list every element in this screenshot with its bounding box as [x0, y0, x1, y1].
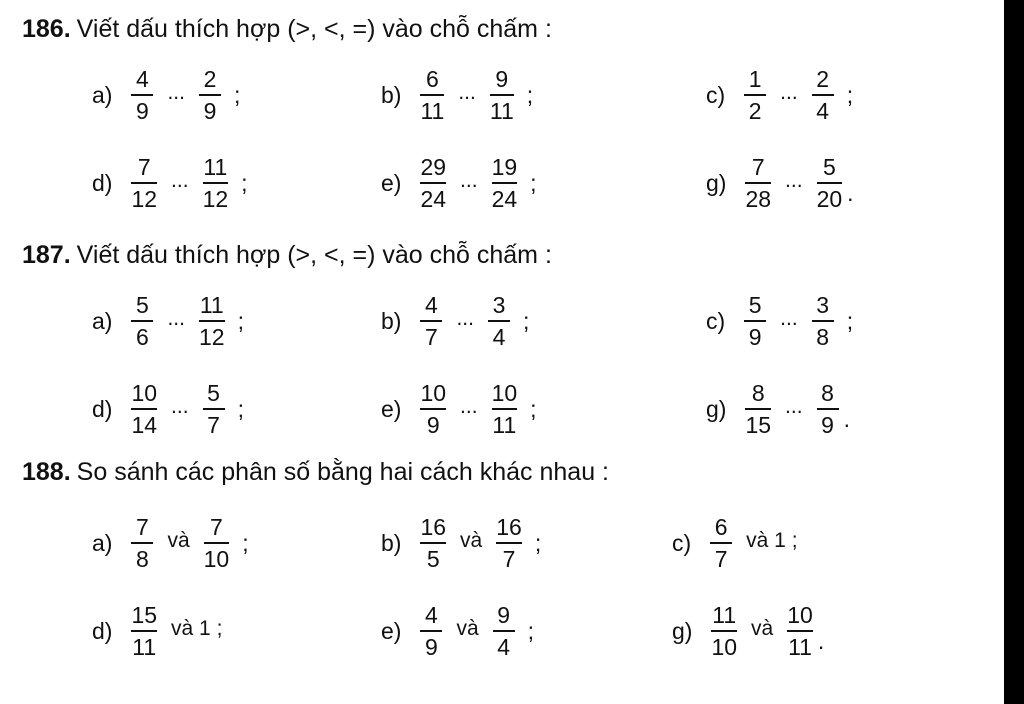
exercise-188-heading [22, 457, 609, 487]
item-terminator: ; [522, 307, 530, 334]
denominator: 7 [207, 412, 220, 438]
connector-text: và [167, 529, 190, 552]
denominator: 5 [426, 546, 440, 572]
numerator: 10 [131, 380, 158, 406]
exercise-188-item-b [381, 510, 541, 576]
exercise-instruction: So sánh các phân số bằng hai cách khác nhau : [76, 458, 609, 486]
numerator: 7 [210, 514, 223, 540]
exercise-188-item-a [92, 510, 249, 576]
fraction-bar [203, 408, 225, 410]
fraction-right [489, 154, 521, 212]
exercise-186-heading [22, 14, 552, 44]
fraction-left [417, 154, 449, 212]
fraction-bar [199, 320, 225, 322]
fraction-bar [420, 182, 446, 184]
denominator: 9 [425, 634, 438, 660]
numerator: 3 [816, 292, 830, 318]
denominator: 12 [202, 186, 229, 212]
comparison-blank: ... [171, 169, 189, 192]
fraction-right [493, 514, 525, 572]
fraction-right [196, 66, 224, 124]
fraction-bar [812, 94, 834, 96]
numerator: 2 [816, 66, 830, 92]
item-terminator: . [843, 405, 850, 432]
comparison-blank: ... [458, 81, 476, 104]
denominator: 8 [816, 324, 830, 350]
right-border [1004, 0, 1024, 704]
item-label: e) [381, 395, 402, 422]
item-label: a) [92, 307, 113, 334]
numerator: 29 [420, 154, 447, 180]
fraction-left [742, 154, 774, 212]
comparison-blank: ... [167, 307, 185, 330]
fraction-left [128, 514, 156, 572]
item-terminator: ; [846, 81, 854, 108]
fraction-left [417, 292, 445, 350]
numerator: 2 [203, 66, 217, 92]
denominator: 24 [420, 186, 447, 212]
item-label: g) [706, 395, 727, 422]
item-label: a) [92, 81, 113, 108]
fraction-right [200, 380, 228, 438]
fraction-right [489, 380, 521, 438]
numerator: 16 [496, 514, 522, 540]
denominator: 8 [136, 546, 149, 572]
denominator: 4 [492, 324, 506, 350]
denominator: 24 [491, 186, 518, 212]
numerator: 8 [751, 380, 765, 406]
numerator: 11 [203, 154, 228, 180]
numerator: 19 [491, 154, 518, 180]
exercise-187-item-c [706, 288, 853, 354]
comparison-blank: ... [785, 395, 803, 418]
denominator: 15 [745, 412, 772, 438]
fraction-left [742, 380, 774, 438]
fraction-bar [204, 542, 230, 544]
fraction-left [417, 66, 447, 124]
denominator: 10 [203, 546, 230, 572]
exercise-instruction: Viết dấu thích hợp (>, <, =) vào chỗ chấm : [76, 15, 552, 43]
item-terminator: . [847, 179, 854, 206]
fraction-bar [199, 94, 221, 96]
numerator: 5 [748, 292, 762, 318]
exercise-187-item-b [381, 288, 529, 354]
fraction-right [490, 602, 518, 660]
exercise-187-item-e [381, 376, 537, 442]
denominator: 11 [420, 98, 445, 124]
connector-text: và 1 ; [171, 617, 223, 640]
numerator: 7 [136, 514, 149, 540]
item-label: a) [92, 529, 113, 556]
comparison-blank: ... [460, 395, 478, 418]
denominator: 10 [711, 634, 738, 660]
fraction-bar [787, 630, 813, 632]
exercise-186-row-2 [0, 150, 1004, 216]
item-terminator: ; [530, 395, 537, 422]
fraction-bar [420, 630, 442, 632]
fraction-right [784, 602, 816, 660]
fraction-right [487, 66, 517, 124]
item-terminator: ; [242, 529, 249, 556]
fraction-left [128, 66, 156, 124]
item-label: b) [381, 81, 402, 108]
fraction-bar [420, 408, 446, 410]
fraction-right [814, 154, 846, 212]
exercise-186-item-d [92, 150, 248, 216]
exercise-186-row-1 [0, 62, 1004, 128]
numerator: 4 [425, 292, 438, 318]
numerator: 6 [426, 66, 439, 92]
fraction-bar [131, 94, 153, 96]
connector-text: và [751, 617, 774, 640]
comparison-blank: ... [785, 169, 803, 192]
denominator: 12 [131, 186, 158, 212]
exercise-187-heading [22, 240, 552, 270]
exercise-186-item-e [381, 150, 537, 216]
denominator: 14 [131, 412, 158, 438]
denominator: 9 [821, 412, 834, 438]
fraction-right [814, 380, 842, 438]
fraction-bar [496, 542, 522, 544]
fraction-right [200, 154, 232, 212]
fraction-bar [817, 182, 843, 184]
exercise-187-item-a [92, 288, 244, 354]
fraction-left [128, 292, 156, 350]
exercise-instruction: Viết dấu thích hợp (>, <, =) vào chỗ chấm : [76, 241, 552, 269]
numerator: 4 [136, 66, 149, 92]
item-label: g) [706, 169, 727, 196]
exercise-188-row-2 [0, 598, 1004, 664]
denominator: 11 [492, 412, 517, 438]
exercise-188-item-g [672, 598, 824, 664]
numerator: 3 [492, 292, 506, 318]
fraction-right [485, 292, 513, 350]
fraction-bar [711, 630, 737, 632]
connector-text: và [460, 529, 483, 552]
numerator: 10 [787, 602, 813, 628]
item-label: d) [92, 617, 113, 644]
item-label: e) [381, 617, 402, 644]
item-terminator: ; [530, 169, 537, 196]
item-terminator: ; [527, 617, 535, 644]
fraction-bar [744, 320, 766, 322]
exercise-187-row-2 [0, 376, 1004, 442]
fraction-right [809, 66, 837, 124]
denominator: 12 [198, 324, 225, 350]
numerator: 9 [497, 602, 511, 628]
fraction-bar [131, 630, 157, 632]
fraction-left [417, 602, 445, 660]
numerator: 11 [199, 292, 224, 318]
fraction-bar [131, 182, 157, 184]
item-label: d) [92, 395, 113, 422]
fraction-bar [745, 182, 771, 184]
fraction-left [741, 292, 769, 350]
fraction-left [128, 602, 160, 660]
denominator: 28 [745, 186, 772, 212]
item-terminator: ; [237, 307, 244, 334]
fraction-left [708, 602, 740, 660]
exercise-188-item-c [672, 510, 809, 576]
fraction-left [128, 380, 160, 438]
fraction-bar [203, 182, 229, 184]
fraction-bar [420, 320, 442, 322]
fraction-bar [492, 408, 518, 410]
connector-text: và 1 ; [746, 529, 798, 552]
exercise-188-row-1 [0, 510, 1004, 576]
item-label: c) [672, 529, 692, 556]
denominator: 9 [136, 98, 149, 124]
exercise-number: 186. [22, 15, 71, 43]
fraction-bar [812, 320, 834, 322]
numerator: 5 [136, 292, 149, 318]
numerator: 5 [207, 380, 220, 406]
numerator: 7 [751, 154, 765, 180]
exercise-187-row-1 [0, 288, 1004, 354]
numerator: 7 [137, 154, 151, 180]
exercise-187-item-d [92, 376, 244, 442]
item-terminator: ; [233, 81, 241, 108]
fraction-bar [817, 408, 839, 410]
fraction-bar [492, 182, 518, 184]
comparison-blank: ... [171, 395, 189, 418]
comparison-blank: ... [456, 307, 474, 330]
item-label: e) [381, 169, 402, 196]
item-terminator: ; [526, 81, 534, 108]
fraction-bar [131, 320, 153, 322]
denominator: 4 [816, 98, 830, 124]
denominator: 7 [714, 546, 728, 572]
item-label: c) [706, 81, 726, 108]
fraction-bar [420, 94, 444, 96]
fraction-bar [131, 408, 157, 410]
exercise-number: 188. [22, 458, 71, 486]
item-terminator: . [817, 627, 825, 654]
numerator: 9 [495, 66, 509, 92]
item-terminator: ; [241, 169, 248, 196]
item-terminator: ; [237, 395, 244, 422]
fraction-right [809, 292, 837, 350]
denominator: 7 [425, 324, 438, 350]
fraction-bar [710, 542, 732, 544]
exercise-186-item-b [381, 62, 533, 128]
fraction-bar [490, 94, 514, 96]
denominator: 2 [748, 98, 762, 124]
exercise-186-item-a [92, 62, 240, 128]
numerator: 6 [714, 514, 728, 540]
numerator: 16 [420, 514, 447, 540]
comparison-blank: ... [780, 81, 798, 104]
denominator: 11 [489, 98, 514, 124]
fraction-right [196, 292, 228, 350]
exercise-188-item-e [381, 598, 534, 664]
numerator: 8 [821, 380, 834, 406]
numerator: 1 [748, 66, 762, 92]
fraction-left [417, 380, 449, 438]
fraction-right [201, 514, 233, 572]
numerator: 10 [420, 380, 447, 406]
fraction-left [741, 66, 769, 124]
comparison-blank: ... [780, 307, 798, 330]
denominator: 7 [502, 546, 516, 572]
fraction-left [707, 514, 735, 572]
numerator: 15 [131, 602, 158, 628]
fraction-bar [420, 542, 446, 544]
comparison-blank: ... [167, 81, 185, 104]
item-terminator: ; [534, 529, 542, 556]
numerator: 10 [491, 380, 518, 406]
denominator: 6 [136, 324, 149, 350]
exercise-188-item-d [92, 598, 233, 664]
fraction-bar [493, 630, 515, 632]
fraction-left [128, 154, 160, 212]
exercise-187-item-g [706, 376, 850, 442]
denominator: 4 [497, 634, 511, 660]
denominator: 11 [788, 634, 812, 660]
item-label: d) [92, 169, 113, 196]
fraction-bar [744, 94, 766, 96]
connector-text: và [456, 617, 479, 640]
denominator: 9 [426, 412, 440, 438]
denominator: 11 [132, 634, 157, 660]
item-label: c) [706, 307, 726, 334]
item-terminator: ; [846, 307, 854, 334]
numerator: 5 [822, 154, 836, 180]
fraction-bar [745, 408, 771, 410]
exercise-number: 187. [22, 241, 71, 269]
numerator: 4 [425, 602, 438, 628]
item-label: g) [672, 617, 693, 644]
item-label: b) [381, 307, 402, 334]
comparison-blank: ... [460, 169, 478, 192]
fraction-bar [488, 320, 510, 322]
exercise-186-item-c [706, 62, 853, 128]
item-label: b) [381, 529, 402, 556]
denominator: 20 [816, 186, 843, 212]
denominator: 9 [748, 324, 762, 350]
fraction-left [417, 514, 449, 572]
fraction-bar [131, 542, 153, 544]
exercise-186-item-g [706, 150, 854, 216]
numerator: 11 [712, 602, 737, 628]
denominator: 9 [203, 98, 217, 124]
